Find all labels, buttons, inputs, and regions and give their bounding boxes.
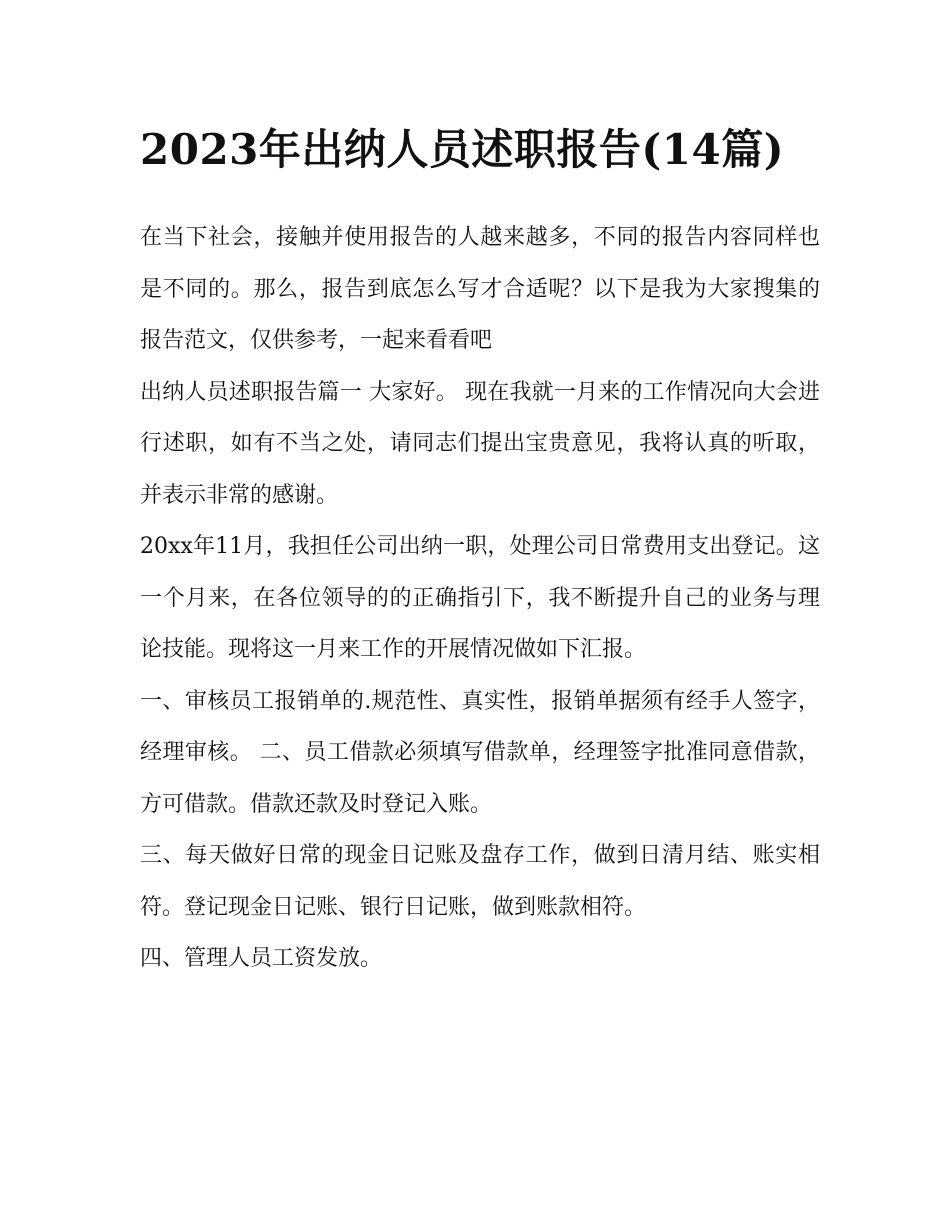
paragraph-item-1-2: 一、审核员工报销单的.规范性、真实性，报销单据须有经手人签字，经理审核。 二、员工借款必须填写借款单，经理签字批准同意借款，方可借款。借款还款及时登记入账。 [140, 688, 820, 817]
document-page [140, 112, 820, 985]
paragraph-intro: 在当下社会，接触并使用报告的人越来越多，不同的报告内容同样也是不同的。那么，报告到底怎么写才合适呢？以下是我为大家搜集的报告范文，仅供参考，一起来看看吧 [140, 225, 820, 353]
document-body [140, 212, 820, 985]
paragraph-background: 20xx年11月，我担任公司出纳一职，处理公司日常费用支出登记。这一个月来，在各位领导的的正确指引下，我不断提升自己的业务与理论技能。现将这一月来工作的开展情况做如下汇报。 [140, 534, 820, 662]
paragraph-item-4: 四、管理人员工资发放。 [140, 946, 383, 971]
paragraph-item-3: 三、每天做好日常的现金日记账及盘存工作，做到日清月结、账实相符。登记现金日记账、银行日记账，做到账款相符。 [140, 843, 820, 920]
document-title: 2023年出纳人员述职报告(14篇) [140, 125, 785, 174]
paragraph-greeting: 出纳人员述职报告篇一 大家好。 现在我就一月来的工作情况向大会进行述职，如有不当之处，请同志们提出宝贵意见，我将认真的听取，并表示非常的感谢。 [140, 379, 820, 508]
